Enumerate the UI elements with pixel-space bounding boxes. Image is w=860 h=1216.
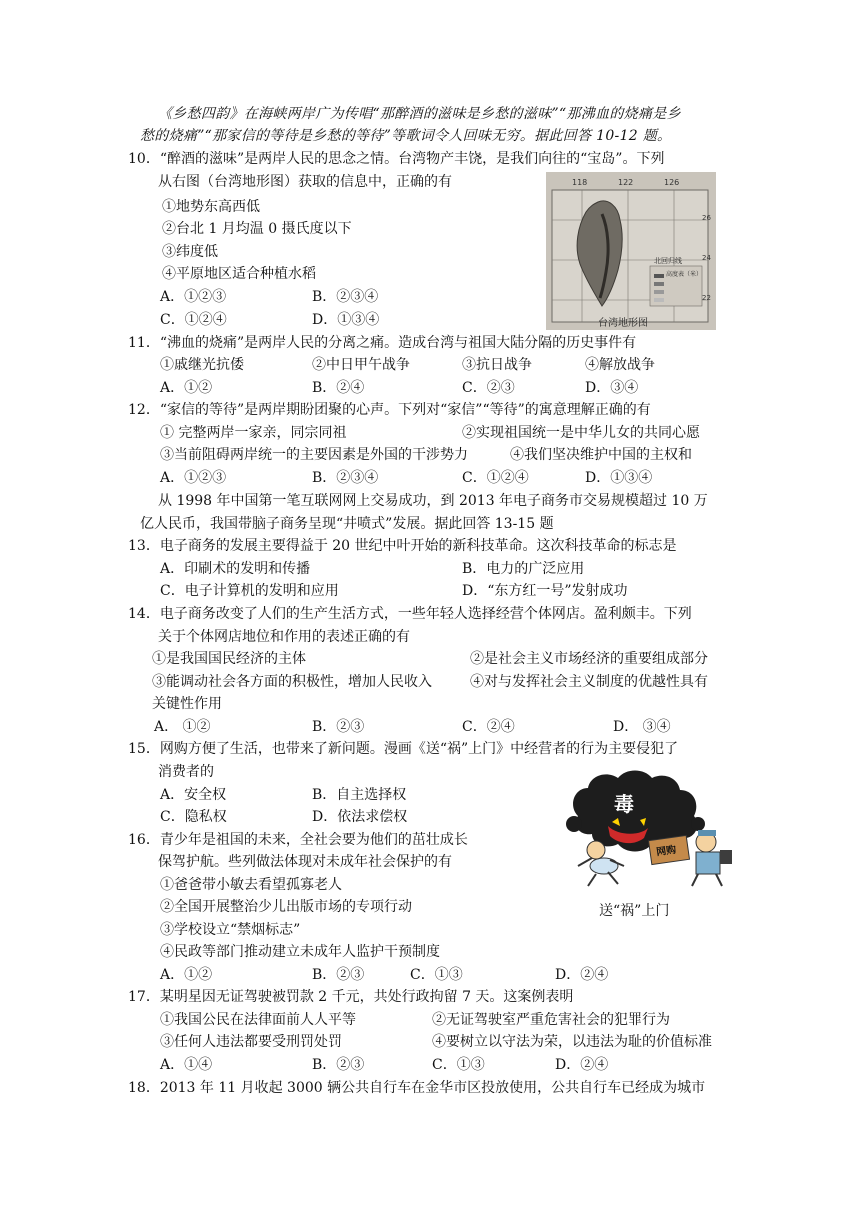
map-lat-label: 26 bbox=[702, 214, 711, 222]
choice-b: B．自主选择权 bbox=[312, 787, 407, 803]
choice-d: D．②④ bbox=[555, 1057, 609, 1073]
intro-line: 愁的烧痛”“那家信的等待是乡愁的等待”等歌词令人回味无穷。据此回答 10-12 题。 bbox=[140, 128, 672, 144]
choice-d: D．①③④ bbox=[312, 312, 380, 328]
option-item: ③纬度低 bbox=[162, 244, 218, 260]
option-item: ③当前阻碍两岸统一的主要因素是外国的干涉势力 bbox=[160, 447, 468, 463]
option-item: ③抗日战争 bbox=[462, 357, 532, 373]
map-lat-label: 24 bbox=[702, 254, 711, 262]
choice-a: A．①② bbox=[160, 967, 213, 983]
choice-c: C．①③ bbox=[432, 1057, 485, 1073]
option-item: ②无证驾驶室严重危害社会的犯罪行为 bbox=[432, 1012, 670, 1028]
map-legend-label: 高度表（米） bbox=[666, 271, 703, 278]
option-item: ①地势东高西低 bbox=[162, 199, 260, 215]
intro-line: 从 1998 年中国第一笔互联网网上交易成功，到 2013 年电子商务市交易规模超过 10 万 bbox=[158, 493, 708, 509]
question-16-stem: 保驾护航。些列做法体现对未成年社会保护的有 bbox=[158, 854, 452, 870]
poison-label: 毒 bbox=[614, 792, 634, 816]
taiwan-map-icon bbox=[546, 172, 716, 330]
cartoon-caption: 送“祸”上门 bbox=[599, 903, 670, 919]
choice-b: B．②③④ bbox=[312, 470, 379, 486]
choice-d: D．“东方红一号”发射成功 bbox=[462, 583, 628, 599]
question-10-stem: 10．“醉酒的滋味”是两岸人民的思念之情。台湾物产丰饶，是我们向往的“宝岛”。下列 bbox=[128, 151, 665, 167]
map-lat-label: 22 bbox=[702, 294, 711, 302]
option-item: ②实现祖国统一是中华儿女的共同心愿 bbox=[462, 425, 700, 441]
choice-c: C．隐私权 bbox=[160, 809, 227, 825]
choice-d: D．①③④ bbox=[585, 470, 653, 486]
question-13-stem: 13．电子商务的发展主要得益于 20 世纪中叶开始的新科技革命。这次科技革命的标志是 bbox=[128, 538, 677, 554]
map-lon-label: 126 bbox=[664, 178, 680, 187]
choice-c: C．①③ bbox=[410, 967, 463, 983]
option-item: ②是社会主义市场经济的重要组成部分 bbox=[470, 651, 708, 667]
option-item: ④解放战争 bbox=[585, 357, 655, 373]
choice-a: A．印刷术的发明和传播 bbox=[160, 561, 311, 577]
option-item: ①爸爸带小敏去看望孤寡老人 bbox=[160, 877, 342, 893]
choice-c: C．①②④ bbox=[160, 312, 227, 328]
choice-c: C．②③ bbox=[462, 380, 515, 396]
choice-b: B．②③④ bbox=[312, 289, 379, 305]
question-10-stem: 从右图（台湾地形图）获取的信息中，正确的有 bbox=[158, 174, 452, 190]
option-item: ① 完整两岸一家亲，同宗同祖 bbox=[160, 425, 347, 441]
option-item: ②台北 1 月均温 0 摄氏度以下 bbox=[162, 221, 352, 237]
choice-a: A．①④ bbox=[160, 1057, 213, 1073]
option-item: ④平原地区适合种植水稻 bbox=[162, 266, 316, 282]
option-item: ④我们坚决维护中国的主权和 bbox=[510, 447, 692, 463]
option-item: ③学校设立“禁烟标志” bbox=[160, 922, 301, 938]
choice-b: B．②③ bbox=[312, 1057, 365, 1073]
option-item: ③能调动社会各方面的积极性，增加人民收入 bbox=[152, 674, 432, 690]
choice-a: A．①② bbox=[160, 380, 213, 396]
question-18-stem: 18．2013 年 11 月收起 3000 辆公共自行车在金华市区投放使用，公共自行车已经成为城市 bbox=[128, 1080, 706, 1096]
question-14-stem: 关于个体网店地位和作用的表述正确的有 bbox=[158, 629, 410, 645]
map-caption: 台湾地形图 bbox=[598, 318, 648, 329]
map-lon-label: 122 bbox=[618, 178, 634, 187]
choice-b: B．电力的广泛应用 bbox=[462, 561, 585, 577]
choice-c: C．①②④ bbox=[462, 470, 529, 486]
choice-a: A． ①② bbox=[154, 719, 211, 735]
choice-b: B．②③ bbox=[312, 719, 365, 735]
option-item: ①是我国国民经济的主体 bbox=[152, 651, 306, 667]
choice-d: D．依法求偿权 bbox=[312, 809, 408, 825]
map-legend-label: 北回归线 bbox=[654, 257, 682, 265]
question-15-stem: 15．网购方便了生活，也带来了新问题。漫画《送“祸”上门》中经营者的行为主要侵犯了 bbox=[128, 741, 679, 757]
question-16-stem: 16．青少年是祖国的未来，全社会要为他们的茁壮成长 bbox=[128, 832, 468, 848]
choice-d: D．③④ bbox=[585, 380, 639, 396]
intro-line: 亿人民币，我国带脑子商务呈现“井喷式”发展。据此回答 13-15 题 bbox=[140, 516, 554, 532]
option-item: ④要树立以守法为荣，以违法为耻的价值标准 bbox=[432, 1034, 712, 1050]
cartoon-figure bbox=[548, 766, 738, 888]
question-11-stem: 11．“沸血的烧痛”是两岸人民的分离之痛。造成台湾与祖国大陆分隔的历史事件有 bbox=[128, 335, 637, 351]
choice-c: C．②④ bbox=[462, 719, 515, 735]
choice-b: B．②④ bbox=[312, 380, 365, 396]
choice-d: D． ③④ bbox=[613, 719, 671, 735]
option-item: ②中日甲午战争 bbox=[312, 357, 410, 373]
option-item: 关键性作用 bbox=[152, 696, 222, 712]
intro-line: 《乡愁四韵》在海峡两岸广为传唱“那醉酒的滋味是乡愁的滋味”“那沸血的烧痛是乡 bbox=[158, 106, 681, 122]
box-label: 网购 bbox=[655, 844, 677, 859]
question-15-stem: 消费者的 bbox=[158, 764, 214, 780]
option-item: ③任何人违法都要受刑罚处罚 bbox=[160, 1034, 342, 1050]
option-item: ①戚继光抗倭 bbox=[160, 357, 244, 373]
poison-cloud-cartoon-icon bbox=[548, 766, 738, 888]
choice-a: A．①②③ bbox=[160, 289, 227, 305]
option-item: ②全国开展整治少儿出版市场的专项行动 bbox=[160, 899, 412, 915]
map-lon-label: 118 bbox=[572, 178, 588, 187]
choice-b: B．②③ bbox=[312, 967, 365, 983]
question-17-stem: 17．某明星因无证驾驶被罚款 2 千元，共处行政拘留 7 天。这案例表明 bbox=[128, 989, 574, 1005]
option-item: ④对与发挥社会主义制度的优越性具有 bbox=[470, 674, 708, 690]
choice-a: A．安全权 bbox=[160, 787, 227, 803]
question-14-stem: 14．电子商务改变了人们的生产生活方式，一些年轻人选择经营个体网店。盈利颇丰。下列 bbox=[128, 606, 692, 622]
choice-d: D．②④ bbox=[555, 967, 609, 983]
choice-a: A．①②③ bbox=[160, 470, 227, 486]
option-item: ①我国公民在法律面前人人平等 bbox=[160, 1012, 356, 1028]
choice-c: C．电子计算机的发明和应用 bbox=[160, 583, 339, 599]
question-12-stem: 12．“家信的等待”是两岸期盼团聚的心声。下列对“家信”“等待”的寓意理解正确的有 bbox=[128, 402, 651, 418]
option-item: ④民政等部门推动建立未成年人监护干预制度 bbox=[160, 944, 440, 960]
taiwan-map-figure bbox=[546, 172, 716, 330]
